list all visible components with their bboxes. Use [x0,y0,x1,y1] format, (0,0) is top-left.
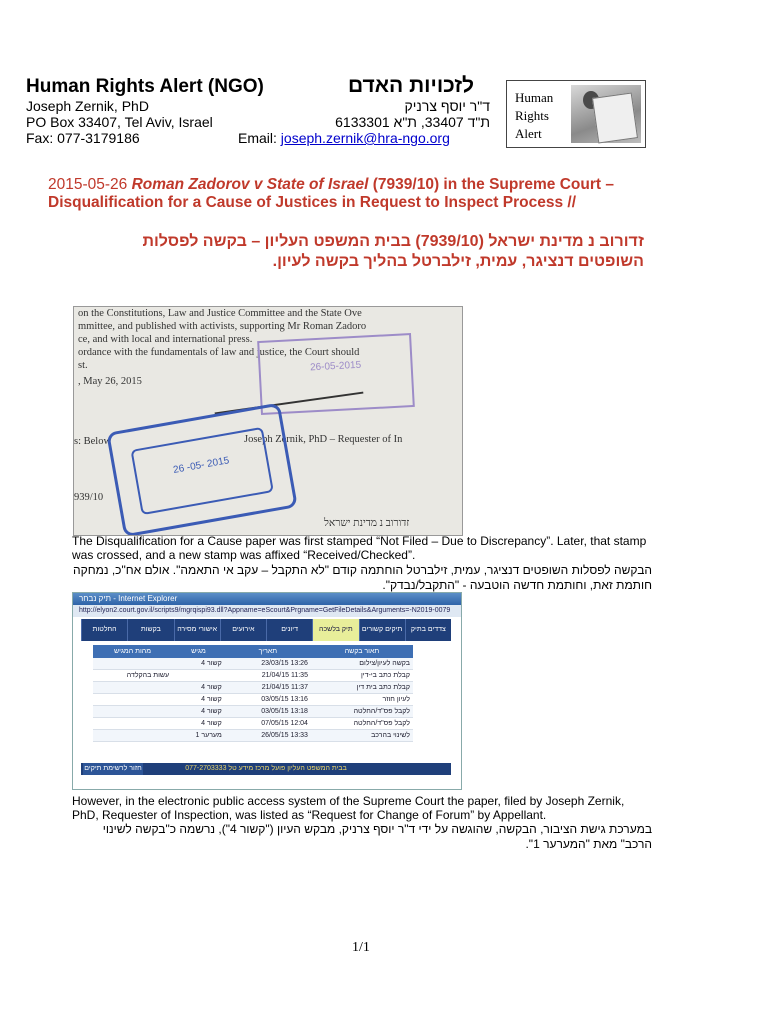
photo-line-2: mmittee, and published with activists, supporting Mr Roman Zadoro [78,321,367,332]
requests-table [93,645,413,742]
cell: 13:33 26/05/15 [225,730,311,742]
photo-line-4: ordance with the fundamentals of law and justice, the Court should [78,347,360,358]
org-name-hebrew: לזכויות האדם [348,74,475,97]
photo-line-6: , May 26, 2015 [78,376,142,387]
logo-word-3: Alert [515,126,542,141]
cell [93,730,172,742]
caption-1-en: The Disqualification for a Cause paper was first stamped “Not Filed – Due to Discrepancy”. Later, that stamp was crossed, and a new stamp was affixed “Received/Checked”. [72,534,647,562]
photo-line-10: זדורוב נ מדינת ישראל [324,518,410,529]
photo-line-1: on the Constitutions, Law and Justice Committee and the State Ove [78,308,362,319]
page-number: 1/1 [352,940,370,955]
not-filed-stamp [106,403,298,536]
subject-date: 2015-05-26 [48,176,132,193]
tab-requests[interactable]: בקשות [127,619,173,641]
tab-related[interactable]: תיקים קשורים [359,619,405,641]
photo-line-5: st. [78,360,88,371]
email-label: Email: [238,130,281,146]
case-tabs [81,619,451,641]
cell: קשור 4 [172,658,225,670]
status-text: בבית המשפט העליון פועל מרכז מידע טל 077-2703333 [185,765,347,772]
cell: 11:35 21/04/15 [225,670,311,682]
address-bar[interactable] [73,605,461,617]
org-suffix: (NGO) [202,76,264,97]
cell: 13:18 03/05/15 [225,706,311,718]
table-row[interactable] [93,658,413,670]
cell: עשות בהקלדה [93,670,172,682]
person-name-he: ד"ר יוסף צרניק [404,98,490,114]
col-description: תאור בקשה [311,645,413,658]
table-row[interactable] [93,694,413,706]
cell: בקשה לעיון/צילום [311,658,413,670]
cell [172,670,225,682]
org-name [26,76,264,98]
cell: קבלת כתב בית דין [311,682,413,694]
cell: לקבל פס"ד/החלטה [311,718,413,730]
logo-word-2: Rights [515,108,549,123]
photo-line-9: 939/10 [74,492,104,503]
col-filer: מגיש [172,645,225,658]
subject-line [48,176,648,212]
cell: 12:04 07/05/15 [225,718,311,730]
logo-text [515,89,553,143]
photo-line-7: s: Below [74,436,112,447]
cell [93,682,172,694]
logo-photo [571,85,641,143]
address-he: ת"ד 33407, ת"א 6133301 [335,114,490,130]
address-en: PO Box 33407, Tel Aviv, Israel [26,114,213,130]
stamped-document-photo [73,306,463,536]
stamp-date-1: 26-05-2015 [309,359,362,374]
logo-word-1: Human [515,90,554,105]
case-rest: (7939/10) in the Supreme Court – Disqualification for a Cause of Justices in Request to Inspect Process // [48,176,614,211]
email-link[interactable]: joseph.zernik@hra-ngo.org [280,130,450,146]
cell: לשינוי בהרכב [311,730,413,742]
cell: 11:37 21/04/15 [225,682,311,694]
logo [506,80,646,148]
tab-hearings[interactable]: דיונים [266,619,312,641]
subject-hebrew: זדורוב נ מדינת ישראל (7939/10) בבית המשפט העליון – בקשה לפסלות השופטים דנציגר, עמית, זילברטל בהליך בקשה לעיון. [142,233,644,270]
address-text: http://elyon2.court.gov.il/scripts9/mgrqispi93.dll?Appname=eScourt&Prgname=GetFileDetails&Arguments=-N2019-0079 [79,607,451,614]
cell: קשור 4 [172,694,225,706]
tab-chamber[interactable]: תיק בלשכה [312,619,358,641]
stamp-date-2: 26 -05- 2015 [172,455,231,476]
caption-2-he: במערכת גישת הציבור, הבקשה, שהוגשה על ידי ד"ר יוסף צרניק, מבקש העיון ("קשור 4"), נרשמה כ"בקשה לשינוי הרכב" מאת "המערער 1". [102,822,652,851]
cell: קבלת כתב בי-דין [311,670,413,682]
table-row[interactable] [93,706,413,718]
back-to-list-button[interactable]: חזור לרשימת תיקים [83,763,143,775]
cell: 13:16 03/05/15 [225,694,311,706]
tab-events[interactable]: אירועים [220,619,266,641]
org-name-text: Human Rights Alert [26,76,203,97]
tab-decisions[interactable]: החלטות [81,619,127,641]
tab-delivery[interactable]: אישורי מסירה [174,619,220,641]
col-date: תאריך [225,645,311,658]
table-row[interactable] [93,718,413,730]
court-system-screenshot [72,592,462,790]
col-filer-type: מהות המגיש [93,645,172,658]
cell: קשור 4 [172,706,225,718]
photo-line-3: ce, and with local and international press. [78,334,253,345]
person-name-en: Joseph Zernik, PhD [26,98,149,114]
fax: Fax: 077-3179186 [26,130,140,146]
cell: קשור 4 [172,682,225,694]
cell: 13:26 23/03/15 [225,658,311,670]
case-title: Roman Zadorov v State of Israel [131,176,369,193]
photo-line-8: Joseph Zernik, PhD – Requester of In [244,434,403,445]
cell: מערער 1 [172,730,225,742]
cell [93,718,172,730]
window-titlebar [73,593,461,605]
cell [93,658,172,670]
cell: לקבל פס"ד/החלטה [311,706,413,718]
cell [93,706,172,718]
window-title: תיק נבחר - Internet Explorer [79,594,178,603]
cell: קשור 4 [172,718,225,730]
email-line [238,130,450,146]
table-row[interactable] [93,730,413,742]
cell: לעיון חוזר [311,694,413,706]
caption-1-he: הבקשה לפסלות השופטים דנציגר, עמית, זילברטל הוחתמה קודם "לא התקבל – עקב אי התאמה". אולם אח"כ, נמחקה חותמת זאת, וחותמת חדשה הוטבעה - "התקבל/נבדק". [73,563,652,592]
caption-2-en: However, in the electronic public access system of the Supreme Court the paper, filed by Joseph Zernik, PhD, Requester of Inspection, was listed as “Request for Change of Forum” by Appellant. [72,794,625,822]
cell [93,694,172,706]
table-row[interactable] [93,670,413,682]
tab-parties[interactable]: צדדים בתיק [405,619,451,641]
table-row[interactable] [93,682,413,694]
